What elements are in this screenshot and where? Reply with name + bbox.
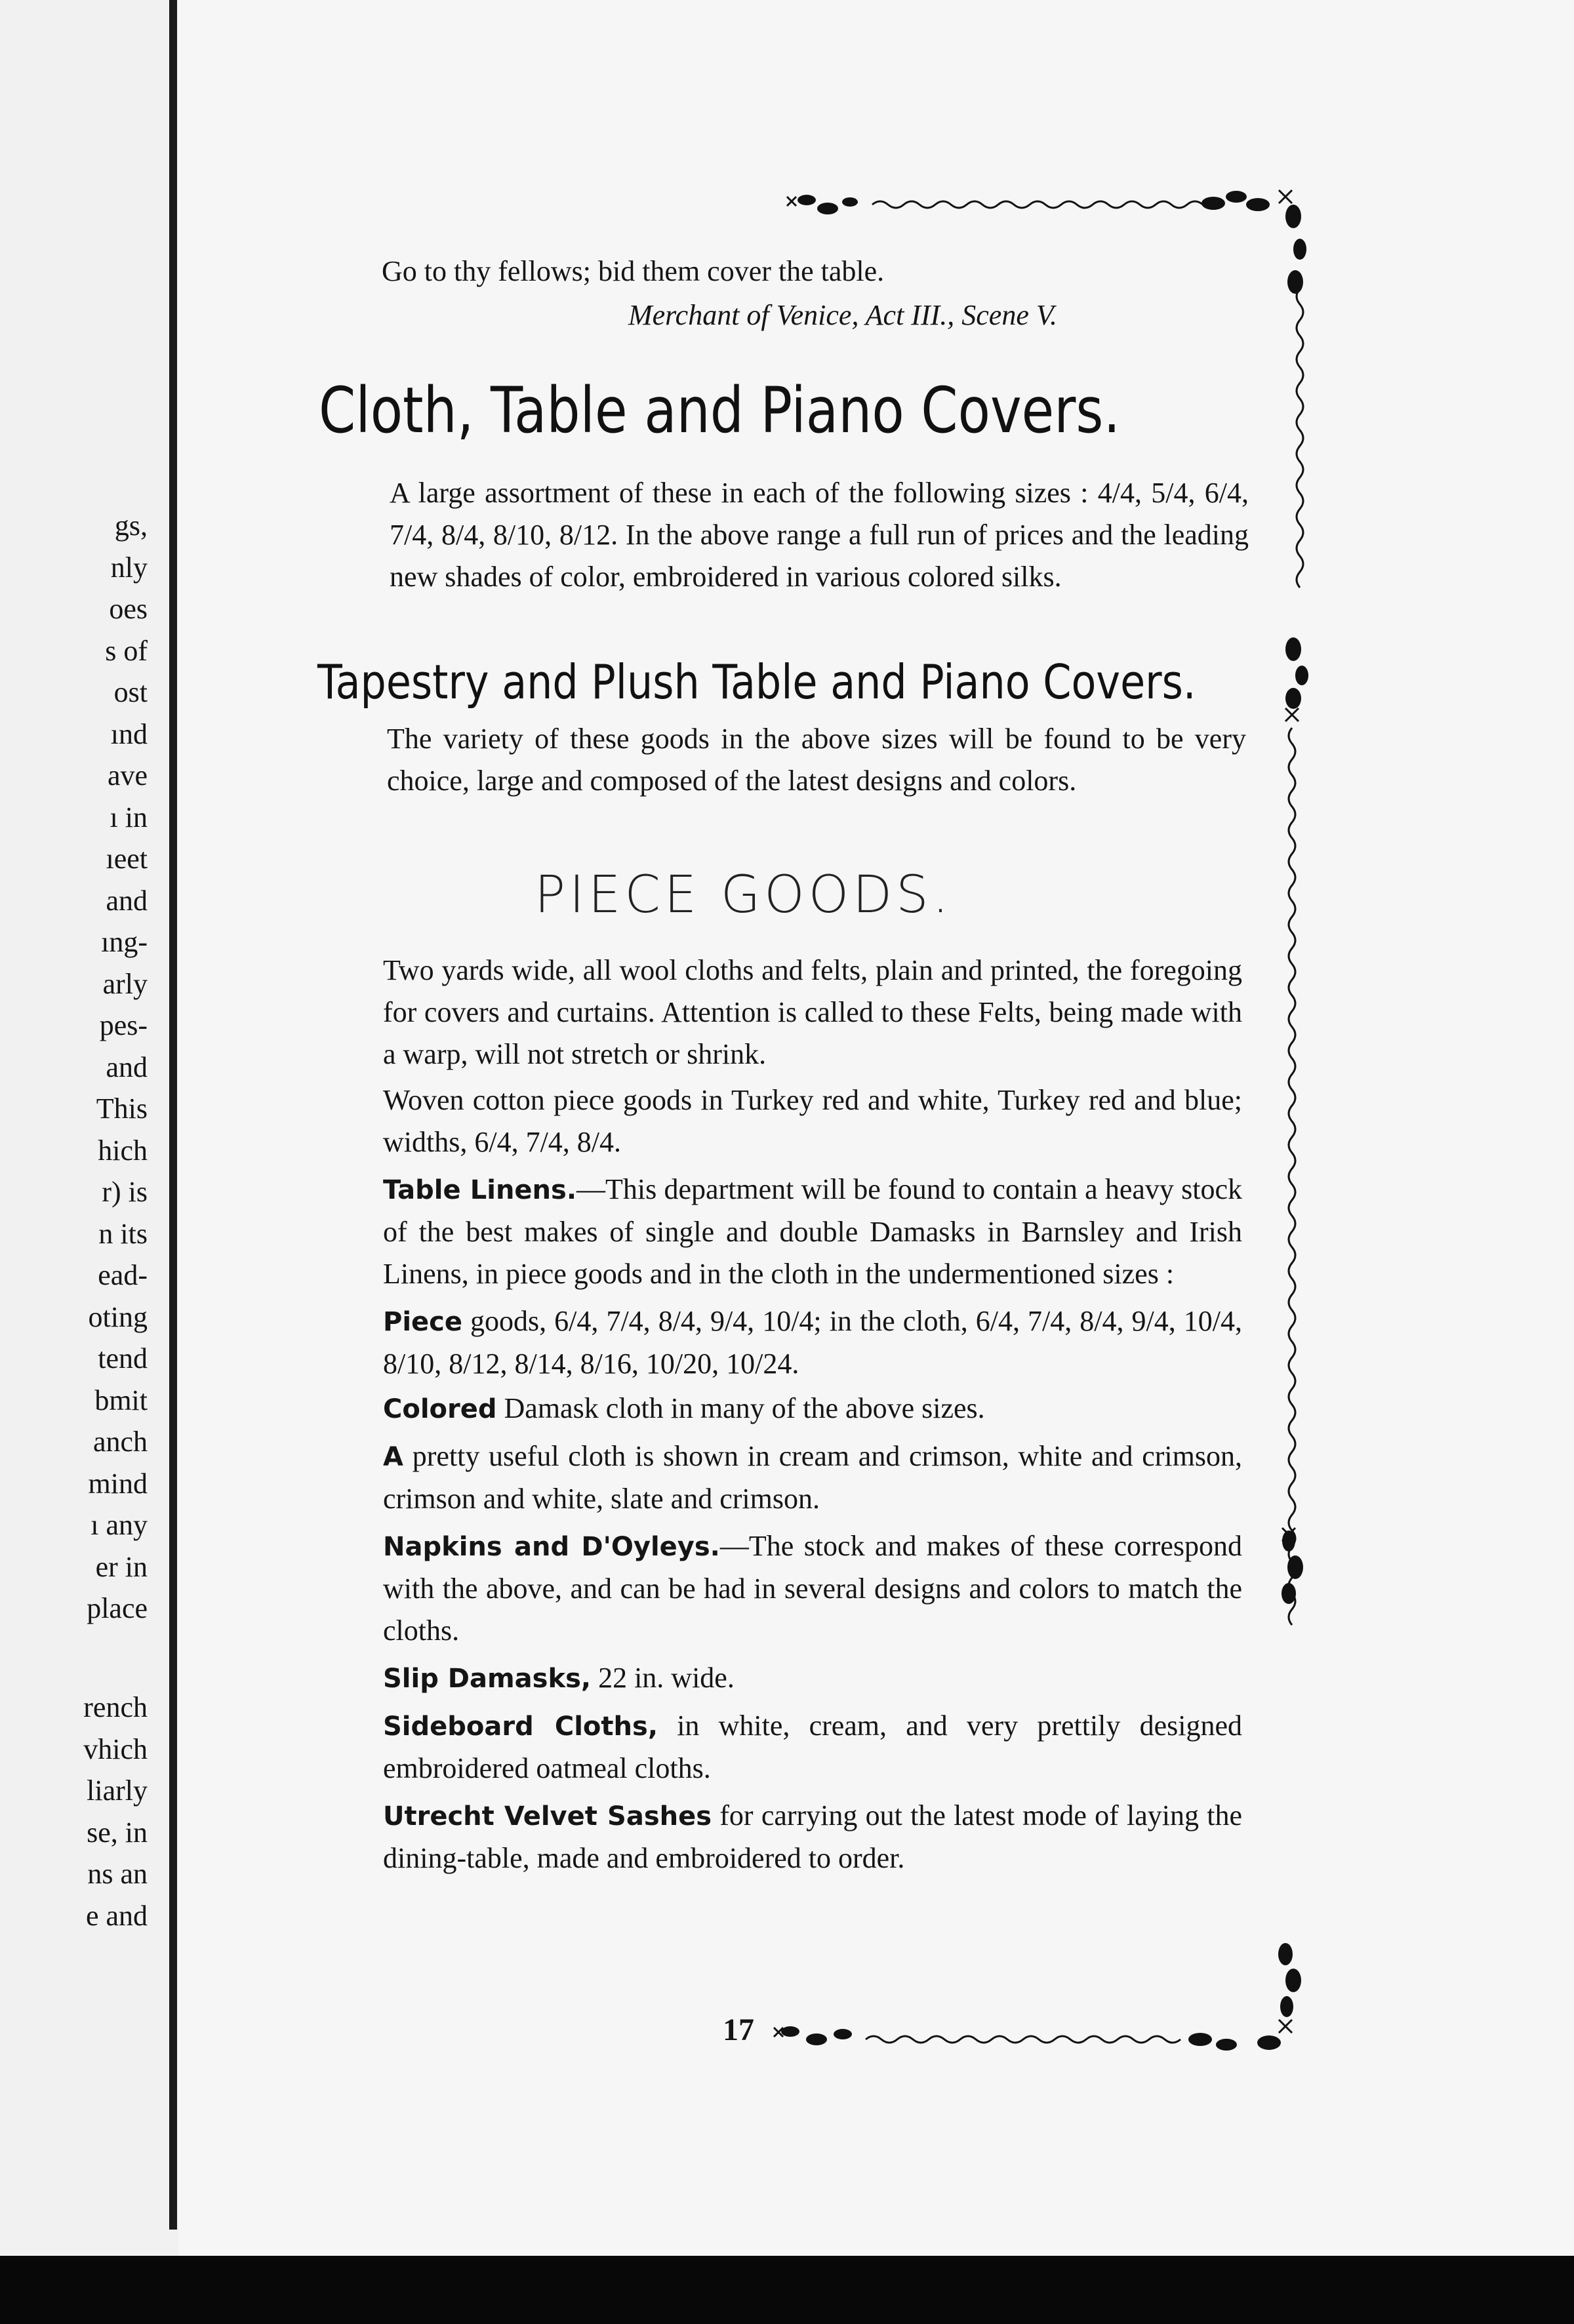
facing-line-top-19: oting	[88, 1300, 148, 1333]
heading-tapestry-plush-covers: Tapestry and Plush Table and Piano Covers.	[317, 654, 1196, 710]
facing-line-top-11: arly	[102, 967, 148, 1000]
heading-piece-goods: PIECE GOODS.	[535, 866, 953, 925]
facing-line-top-25: er in	[95, 1550, 148, 1583]
piece-label: Piece	[383, 1307, 462, 1337]
epigraph-source: Merchant of Venice, Act III., Scene V.	[628, 299, 1058, 331]
facing-line-bottom-0: rench	[83, 1691, 148, 1723]
colored-label: Colored	[383, 1394, 497, 1424]
facing-line-top-2: oes	[109, 593, 148, 625]
facing-line-top-18: ead-	[98, 1259, 148, 1291]
paragraph-woven-cotton: Woven cotton piece goods in Turkey red and white, Turkey red and blue; widths, 6/4, 7/4, 8/4.	[383, 1084, 1242, 1158]
paragraph-table-linens	[311, 1169, 1242, 1295]
facing-line-top-20: tend	[98, 1342, 148, 1374]
facing-line-top-10: ıng-	[101, 926, 148, 958]
piece-goods-body	[311, 950, 1242, 1879]
facing-line-top-1: nly	[110, 551, 148, 584]
facing-line-top-23: mind	[88, 1467, 148, 1500]
slip-damasks-text: 22 in. wide.	[591, 1662, 735, 1694]
facing-line-top-8: ıeet	[106, 843, 148, 875]
facing-line-bottom-5: e and	[85, 1899, 148, 1932]
facing-line-top-9: and	[106, 884, 148, 917]
napkins-label: Napkins and D'Oyleys.	[383, 1532, 720, 1562]
facing-line-bottom-1: vhich	[83, 1733, 148, 1765]
page-number: 17	[723, 2013, 754, 2047]
facing-line-bottom-3: se, in	[87, 1816, 148, 1849]
facing-line-top-3: s of	[105, 634, 148, 667]
facing-line-top-15: hich	[98, 1134, 148, 1167]
facing-line-top-24: ı any	[91, 1509, 148, 1541]
paragraph-wool-cloths: Two yards wide, all wool cloths and felts, plain and printed, the foregoing for covers and curtains. Attention is called to these Felts, being made with a warp, will not stretch or shrink.	[383, 954, 1242, 1070]
facing-line-bottom-2: liarly	[87, 1774, 148, 1807]
paragraph-piece-sizes	[311, 1300, 1242, 1385]
pretty-label: A	[383, 1442, 403, 1472]
pretty-cloth-text: pretty useful cloth is shown in cream and crimson, white and crimson, crimson and white, slate and crimson.	[383, 1440, 1242, 1515]
table-linens-label: Table Linens.	[383, 1175, 577, 1205]
facing-line-top-12: pes-	[99, 1009, 148, 1041]
tapestry-variety-text: The variety of these goods in the above sizes will be found to be very choice, large and composed of the latest designs and colors.	[387, 723, 1246, 797]
facing-line-top-26: place	[87, 1592, 148, 1624]
facing-line-top-6: ave	[107, 759, 148, 791]
facing-line-top-0: gs,	[114, 510, 148, 542]
epigraph-quote: Go to thy fellows; bid them cover the table.	[382, 255, 885, 287]
facing-line-top-4: ost	[113, 676, 148, 708]
paragraph-slip-damasks	[311, 1657, 1242, 1700]
facing-line-top-21: bmit	[94, 1384, 148, 1416]
covers-assortment-text: A large assortment of these in each of the following sizes : 4/4, 5/4, 6/4, 7/4, 8/4, 8/10, 8/12. In the above range a full run of prices and the leading new shades of color, embroidered in various colored silks.	[390, 477, 1249, 593]
colored-damask-text: Damask cloth in many of the above sizes.	[496, 1392, 985, 1424]
paragraph-colored-damask	[311, 1388, 1242, 1430]
utrecht-text: for carrying out the latest mode of laying the dining-table, made and embroidered to order.	[383, 1799, 1242, 1874]
facing-line-top-13: and	[106, 1051, 148, 1083]
sideboard-text: in white, cream, and very prettily designed embroidered oatmeal cloths.	[383, 1710, 1242, 1784]
paragraph-tapestry-variety	[315, 718, 1246, 802]
facing-line-top-17: n its	[98, 1217, 148, 1250]
scan-bottom-edge	[0, 2256, 1574, 2324]
paragraph-utrecht-sashes	[311, 1795, 1242, 1879]
paragraph-pretty-cloth	[311, 1435, 1242, 1520]
napkins-text: —The stock and makes of these correspond with the above, and can be had in several designs and colors to match the cloths.	[383, 1530, 1242, 1647]
sideboard-label: Sideboard Cloths,	[383, 1712, 658, 1742]
facing-line-top-16: r) is	[102, 1176, 148, 1208]
slip-damasks-label: Slip Damasks,	[383, 1664, 592, 1694]
facing-line-top-14: This	[96, 1092, 148, 1125]
facing-line-top-5: ınd	[110, 717, 148, 750]
paragraph-napkins	[311, 1525, 1242, 1652]
table-linens-text: —This department will be found to contain a heavy stock of the best makes of single and double Damasks in Barnsley and Irish Linens, in piece goods and in the cloth in the undermentioned sizes :	[383, 1173, 1242, 1290]
heading-cloth-table-piano-covers: Cloth, Table and Piano Covers.	[319, 374, 1121, 447]
paragraph-covers-assortment	[317, 472, 1249, 598]
facing-line-top-22: anch	[92, 1426, 148, 1458]
piece-sizes-text: goods, 6/4, 7/4, 8/4, 9/4, 10/4; in the cloth, 6/4, 7/4, 8/4, 9/4, 10/4, 8/10, 8/12, 8/14, 8/16, 10/20, 10/24.	[383, 1305, 1242, 1380]
facing-line-top-7: ı in	[110, 801, 148, 833]
utrecht-label: Utrecht Velvet Sashes	[383, 1801, 712, 1832]
facing-line-bottom-4: ns an	[87, 1858, 148, 1890]
paragraph-sideboard-cloths	[311, 1705, 1242, 1790]
